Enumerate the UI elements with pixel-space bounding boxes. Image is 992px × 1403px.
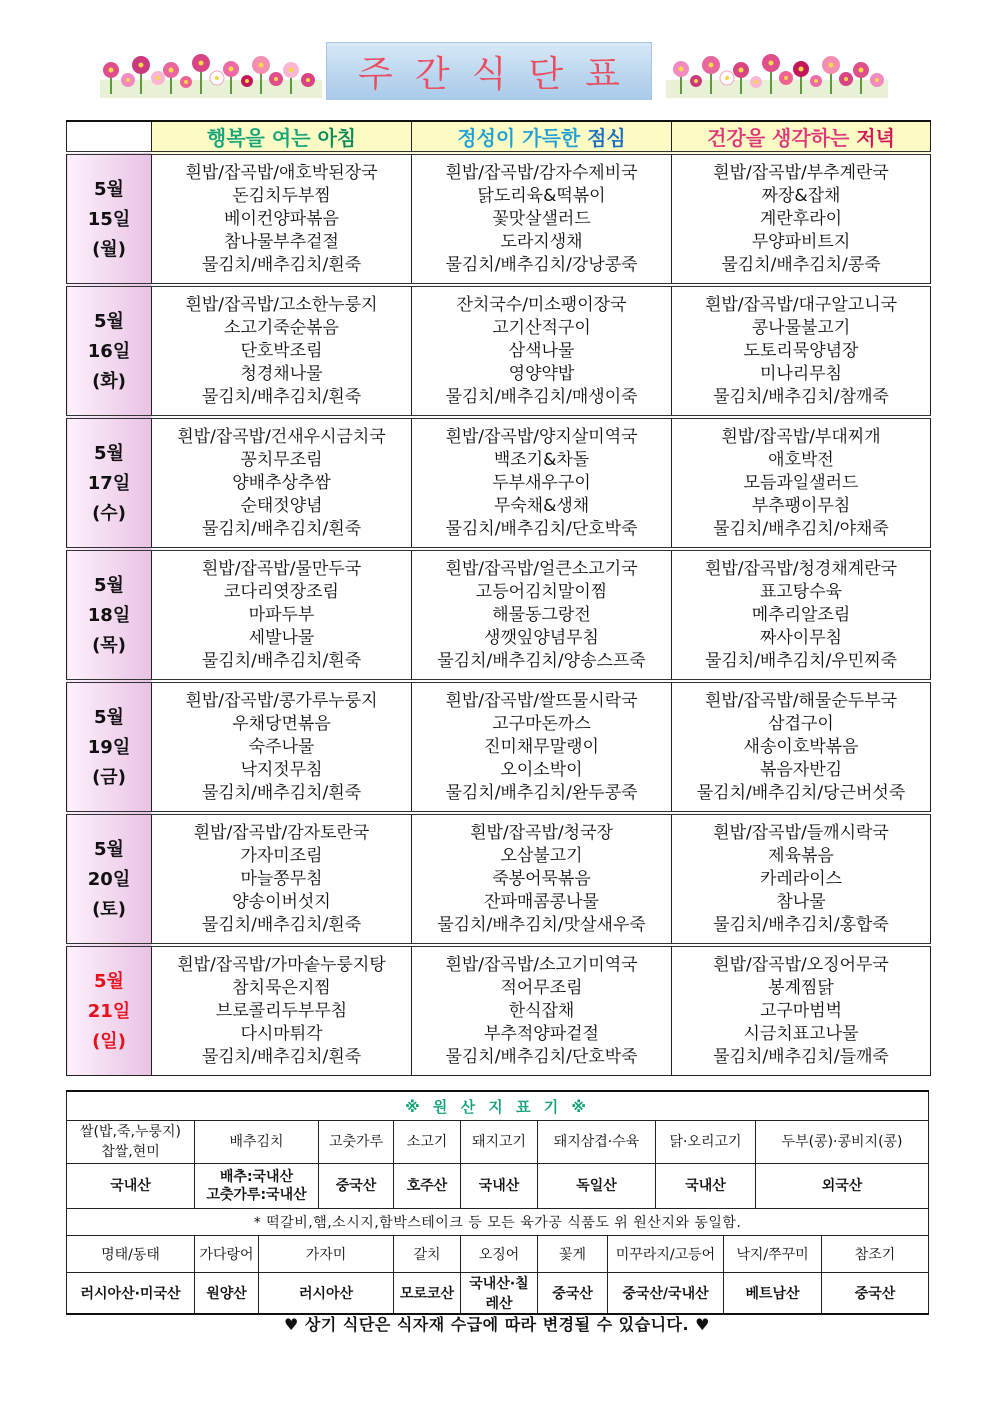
menu-item: 흰밥/잡곡밥/감자수제비국 (445, 162, 638, 183)
origin-label-squid: 오징어 (461, 1236, 538, 1273)
menu-item: 순태젓양념 (240, 495, 323, 516)
menu-item: 표고탕수육 (759, 581, 843, 602)
menu-item: 마늘쫑무침 (240, 868, 323, 889)
menu-item: 짜장&잡채 (761, 185, 841, 206)
breakfast-cell (152, 417, 412, 549)
lunch-cell (412, 813, 672, 945)
menu-item: 고구마범벅 (759, 1000, 843, 1021)
origin-value-squid: 국내산·칠레산 (461, 1273, 538, 1315)
date-day: 16일 (87, 340, 131, 362)
date-weekday: (금) (92, 766, 126, 788)
menu-item: 흰밥/잡곡밥/해물순두부국 (704, 690, 898, 711)
menu-item: 흰밥/잡곡밥/가마솥누룽지탕 (177, 954, 386, 975)
menu-item: 물김치/배추김치/우민찌죽 (704, 650, 898, 671)
origin-label-rice: 쌀(밥,죽,누룽지) 찹쌀,현미 (67, 1121, 195, 1164)
menu-item: 물김치/배추김치/홍합죽 (713, 914, 889, 935)
menu-item: 흰밥/잡곡밥/고소한누룽지 (185, 294, 378, 315)
origin-meat-labels (67, 1121, 929, 1164)
menu-item: 시금치표고나물 (743, 1023, 859, 1044)
origin-value-kimchi: 배추:국내산 고춧가루:국내산 (195, 1164, 319, 1209)
menu-item: 소고기죽순볶음 (224, 317, 339, 338)
menu-item: 흰밥/잡곡밥/청경채계란국 (704, 558, 898, 579)
origin-label-beef: 소고기 (394, 1121, 461, 1164)
date-month: 5월 (94, 838, 124, 860)
menu-item: 제육볶음 (768, 845, 834, 866)
menu-item: 잔치국수/미소팽이장국 (456, 294, 627, 315)
date-weekday: (월) (92, 238, 126, 260)
day-row (67, 549, 931, 681)
date-day: 17일 (87, 472, 131, 494)
origin-value-rice: 국내산 (67, 1164, 195, 1209)
header-dinner: 건강을 생각하는 저녁 (672, 121, 931, 153)
menu-item: 마파두부 (248, 604, 315, 625)
dinner-cell (672, 285, 931, 417)
origin-value-hairtail: 모로코산 (394, 1273, 461, 1315)
menu-item: 가자미조림 (240, 845, 323, 866)
menu-item: 계란후라이 (759, 208, 843, 229)
menu-item: 물김치/배추김치/흰죽 (201, 782, 362, 803)
date-cell (67, 549, 152, 681)
origin-title: ※ 원 산 지 표 기 ※ (67, 1091, 929, 1121)
menu-item: 닭도리육&떡볶이 (477, 185, 606, 206)
menu-item: 생깻잎양념무침 (484, 627, 599, 648)
lunch-cell (412, 549, 672, 681)
menu-item: 도토리묵양념장 (743, 340, 859, 361)
menu-item: 오이소박이 (500, 759, 583, 780)
menu-item: 흰밥/잡곡밥/오징어무국 (713, 954, 889, 975)
date-day: 21일 (87, 1000, 131, 1022)
day-row (67, 417, 931, 549)
menu-item: 낙지젓무침 (240, 759, 323, 780)
menu-item: 두부새우구이 (492, 472, 591, 493)
menu-item: 물김치/배추김치/맛살새우죽 (437, 914, 646, 935)
date-cell (67, 813, 152, 945)
origin-value-pork-belly: 독일산 (538, 1164, 656, 1209)
menu-item: 고기산적구이 (492, 317, 591, 338)
dinner-cell (672, 417, 931, 549)
origin-label-pollock: 명태/동태 (67, 1236, 195, 1273)
menu-item: 물김치/배추김치/흰죽 (201, 1046, 362, 1067)
date-weekday: (화) (92, 370, 126, 392)
origin-value-poultry: 국내산 (656, 1164, 756, 1209)
date-weekday: (목) (92, 634, 126, 656)
origin-label-pork-belly: 돼지삼겹·수육 (538, 1121, 656, 1164)
menu-item: 볶음자반김 (759, 759, 843, 780)
menu-item: 흰밥/잡곡밥/애호박된장국 (185, 162, 378, 183)
menu-item: 새송이호박볶음 (743, 736, 859, 757)
menu-item: 흰밥/잡곡밥/부대찌개 (721, 426, 881, 447)
menu-item: 다시마튀각 (240, 1023, 323, 1044)
day-row (67, 285, 931, 417)
origin-value-croaker: 중국산 (822, 1273, 929, 1315)
origin-label-octopus: 낙지/쭈꾸미 (724, 1236, 822, 1273)
menu-item: 참치묵은지찜 (232, 977, 331, 998)
menu-item: 물김치/배추김치/단호박죽 (445, 1046, 638, 1067)
date-month: 5월 (94, 178, 124, 200)
menu-item: 백조기&차돌 (493, 449, 590, 470)
origin-value-tofu: 외국산 (756, 1164, 929, 1209)
breakfast-cell (152, 153, 412, 285)
header-corner (67, 121, 152, 153)
menu-item: 적어무조림 (500, 977, 583, 998)
date-cell (67, 681, 152, 813)
breakfast-cell (152, 681, 412, 813)
breakfast-cell (152, 813, 412, 945)
menu-item: 흰밥/잡곡밥/감자토란국 (193, 822, 370, 843)
menu-item: 짜사이무침 (759, 627, 843, 648)
menu-item: 물김치/배추김치/흰죽 (201, 650, 362, 671)
origin-value-pollock: 러시아산·미국산 (67, 1273, 195, 1315)
lunch-cell (412, 417, 672, 549)
menu-item: 꽃맛살샐러드 (492, 208, 591, 229)
menu-item: 봉계찜닭 (768, 977, 834, 998)
menu-item: 물김치/배추김치/양송스프죽 (437, 650, 646, 671)
date-cell (67, 945, 152, 1076)
date-day: 18일 (87, 604, 131, 626)
date-day: 20일 (87, 868, 131, 890)
origin-label-skipjack: 가다랑어 (195, 1236, 259, 1273)
date-month: 5월 (94, 574, 124, 596)
menu-item: 물김치/배추김치/참깨죽 (713, 386, 889, 407)
menu-item: 물김치/배추김치/흰죽 (201, 914, 362, 935)
origin-label-flounder: 가자미 (259, 1236, 394, 1273)
menu-item: 물김치/배추김치/매생이죽 (445, 386, 638, 407)
origin-value-octopus: 베트남산 (724, 1273, 822, 1315)
menu-body (67, 153, 931, 1076)
menu-item: 잔파매콤콩나물 (484, 891, 599, 912)
date-month: 5월 (94, 442, 124, 464)
menu-item: 물김치/배추김치/강낭콩죽 (445, 254, 638, 275)
menu-item: 물김치/배추김치/콩죽 (721, 254, 881, 275)
menu-item: 흰밥/잡곡밥/들깨시락국 (713, 822, 889, 843)
menu-item: 메추리알조림 (751, 604, 851, 625)
date-cell (67, 153, 152, 285)
date-weekday: (수) (92, 502, 126, 524)
day-row (67, 813, 931, 945)
origin-value-skipjack: 원양산 (195, 1273, 259, 1315)
origin-label-kimchi: 배추김치 (195, 1121, 319, 1164)
menu-item: 브로콜리두부무침 (215, 1000, 348, 1021)
dinner-cell (672, 813, 931, 945)
flower-decoration-right (666, 50, 888, 98)
weekly-menu-table (66, 120, 931, 1076)
menu-item: 물김치/배추김치/흰죽 (201, 518, 362, 539)
menu-item: 물김치/배추김치/흰죽 (201, 386, 362, 407)
menu-item: 물김치/배추김치/들깨죽 (713, 1046, 889, 1067)
origin-note: * 떡갈비,햄,소시지,함박스테이크 등 모든 육가공 식품도 위 원산지와 동일함. (67, 1209, 929, 1236)
menu-item: 흰밥/잡곡밥/건새우시금치국 (177, 426, 386, 447)
page-title: 주간식단표 (326, 42, 652, 100)
menu-item: 양배추상추쌈 (232, 472, 331, 493)
menu-item: 물김치/배추김치/흰죽 (201, 254, 362, 275)
lunch-cell (412, 285, 672, 417)
menu-item: 영양약밥 (508, 363, 575, 384)
origin-table (66, 1090, 929, 1315)
menu-item: 꽁치무조림 (240, 449, 323, 470)
menu-item: 흰밥/잡곡밥/대구알고니국 (704, 294, 898, 315)
menu-item: 베이컨양파볶음 (224, 208, 339, 229)
menu-item: 세발나물 (248, 627, 315, 648)
menu-item: 삼겹구이 (768, 713, 834, 734)
breakfast-cell (152, 945, 412, 1076)
menu-item: 흰밥/잡곡밥/청국장 (470, 822, 613, 843)
menu-item: 양송이버섯지 (232, 891, 331, 912)
menu-item: 참나물부추겉절 (224, 231, 339, 252)
date-cell (67, 417, 152, 549)
breakfast-cell (152, 549, 412, 681)
origin-label-loach: 미꾸라지/고등어 (608, 1236, 724, 1273)
day-row (67, 681, 931, 813)
origin-value-flounder: 러시아산 (259, 1273, 394, 1315)
menu-item: 해물동그랑전 (492, 604, 591, 625)
flower-decoration-left (100, 50, 322, 98)
menu-header-row (67, 121, 931, 153)
origin-fish-values (67, 1273, 929, 1315)
origin-label-tofu: 두부(콩)·콩비지(콩) (756, 1121, 929, 1164)
menu-item: 죽봉어묵볶음 (492, 868, 591, 889)
menu-item: 콩나물불고기 (751, 317, 851, 338)
origin-label-poultry: 닭·오리고기 (656, 1121, 756, 1164)
date-month: 5월 (94, 706, 124, 728)
origin-value-beef: 호주산 (394, 1164, 461, 1209)
menu-item: 고구마돈까스 (492, 713, 591, 734)
menu-item: 미나리무침 (759, 363, 843, 384)
change-notice: ♥ 상기 식단은 식자재 수급에 따라 변경될 수 있습니다. ♥ (284, 1315, 710, 1334)
menu-item: 흰밥/잡곡밥/얼큰소고기국 (445, 558, 638, 579)
origin-fish-labels (67, 1236, 929, 1273)
menu-item: 흰밥/잡곡밥/쌀뜨물시락국 (445, 690, 638, 711)
day-row (67, 945, 931, 1076)
menu-item: 돈김치두부찜 (232, 185, 331, 206)
dinner-cell (672, 153, 931, 285)
date-month: 5월 (94, 970, 124, 992)
origin-value-pork: 국내산 (461, 1164, 538, 1209)
header-lunch: 정성이 가득한 점심 (412, 121, 672, 153)
lunch-cell (412, 153, 672, 285)
dinner-cell (672, 945, 931, 1076)
origin-meat-values (67, 1164, 929, 1209)
menu-item: 우채당면볶음 (232, 713, 331, 734)
origin-value-loach: 중국산/국내산 (608, 1273, 724, 1315)
breakfast-cell (152, 285, 412, 417)
origin-label-hairtail: 갈치 (394, 1236, 461, 1273)
menu-item: 모듬과일샐러드 (743, 472, 859, 493)
menu-item: 코다리엿장조림 (224, 581, 339, 602)
menu-item: 단호박조림 (240, 340, 323, 361)
menu-item: 청경채나물 (240, 363, 323, 384)
menu-item: 물김치/배추김치/완두콩죽 (445, 782, 638, 803)
date-weekday: (일) (92, 1030, 126, 1052)
menu-item: 물김치/배추김치/야채죽 (713, 518, 889, 539)
date-day: 19일 (87, 736, 131, 758)
menu-item: 참나물 (776, 891, 826, 912)
origin-value-crab: 중국산 (538, 1273, 608, 1315)
origin-label-chili: 고춧가루 (319, 1121, 394, 1164)
title-area (0, 40, 992, 106)
date-month: 5월 (94, 310, 124, 332)
menu-item: 무숙채&생채 (493, 495, 590, 516)
date-cell (67, 285, 152, 417)
menu-item: 물김치/배추김치/단호박죽 (445, 518, 638, 539)
day-row (67, 153, 931, 285)
origin-value-chili: 중국산 (319, 1164, 394, 1209)
lunch-cell (412, 681, 672, 813)
menu-item: 무양파비트지 (751, 231, 851, 252)
lunch-cell (412, 945, 672, 1076)
menu-item: 흰밥/잡곡밥/부추계란국 (713, 162, 889, 183)
date-day: 15일 (87, 208, 131, 230)
menu-item: 흰밥/잡곡밥/콩가루누룽지 (185, 690, 378, 711)
menu-item: 삼색나물 (508, 340, 575, 361)
menu-item: 고등어김치말이찜 (475, 581, 608, 602)
menu-item: 물김치/배추김치/당근버섯죽 (696, 782, 906, 803)
origin-label-croaker: 참조기 (822, 1236, 929, 1273)
menu-item: 흰밥/잡곡밥/물만두국 (201, 558, 362, 579)
menu-item: 진미채무말랭이 (484, 736, 599, 757)
dinner-cell (672, 681, 931, 813)
header-breakfast: 행복을 여는 아침 (152, 121, 412, 153)
menu-item: 한식잡채 (508, 1000, 575, 1021)
date-weekday: (토) (92, 898, 126, 920)
origin-label-pork: 돼지고기 (461, 1121, 538, 1164)
origin-label-crab: 꽃게 (538, 1236, 608, 1273)
menu-item: 흰밥/잡곡밥/양지살미역국 (445, 426, 638, 447)
menu-item: 숙주나물 (248, 736, 315, 757)
menu-item: 부추적양파겉절 (484, 1023, 599, 1044)
menu-item: 애호박전 (768, 449, 834, 470)
menu-item: 부추팽이무침 (751, 495, 851, 516)
menu-item: 흰밥/잡곡밥/소고기미역국 (445, 954, 638, 975)
dinner-cell (672, 549, 931, 681)
menu-item: 카레라이스 (759, 868, 843, 889)
menu-item: 오삼불고기 (500, 845, 583, 866)
menu-item: 도라지생채 (500, 231, 583, 252)
